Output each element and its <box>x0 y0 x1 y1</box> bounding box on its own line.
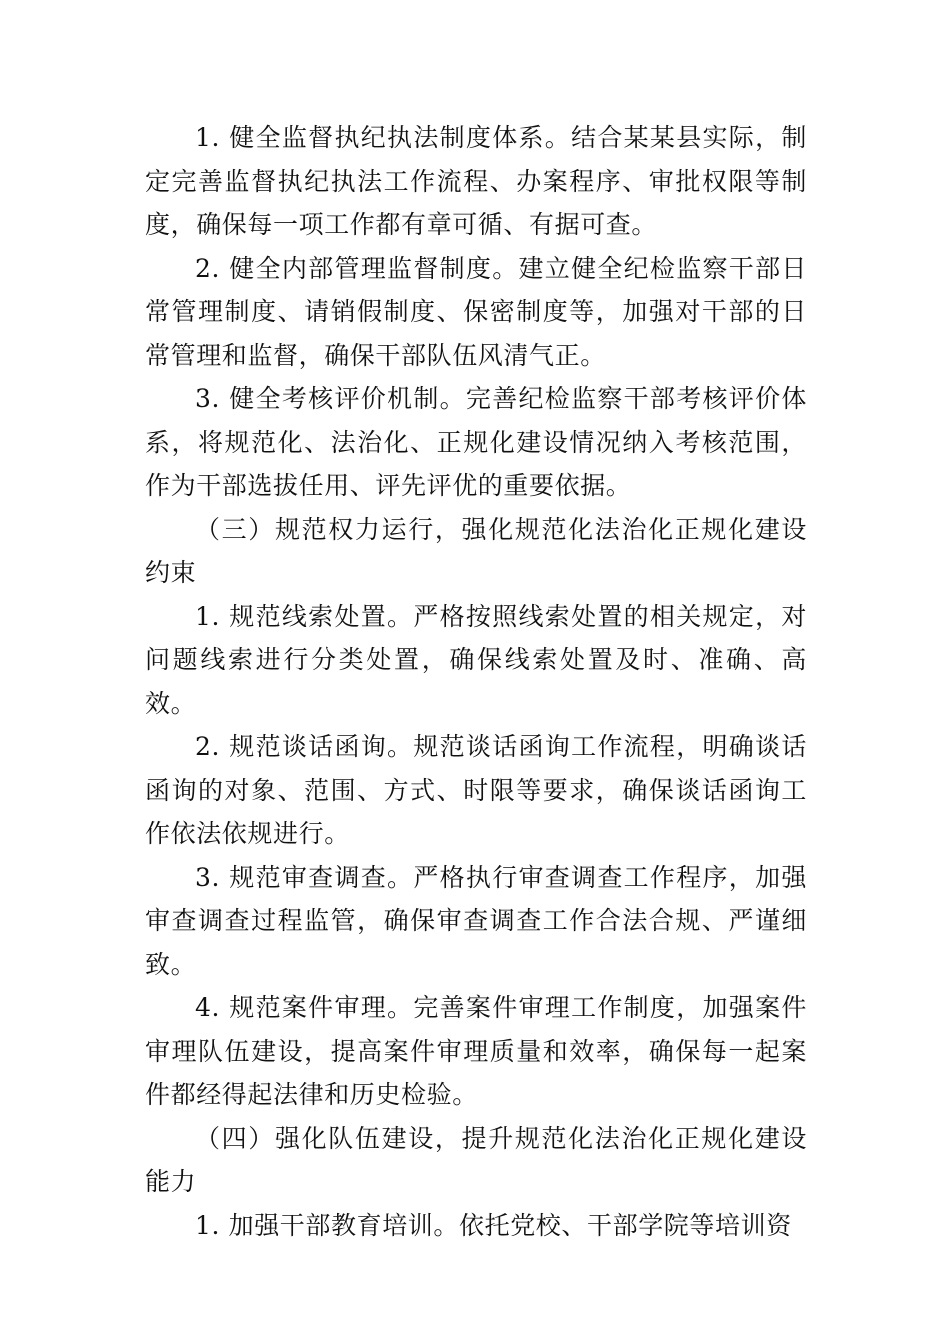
section-heading-team-building: （四）强化队伍建设，提升规范化法治化正规化建设能力 <box>145 1123 807 1196</box>
paragraph-case-trial: 4. 规范案件审理。完善案件审理工作制度，加强案件审理队伍建设，提高案件审理质量和效率，确保每一起案件都经得起法律和历史检验。 <box>145 993 807 1109</box>
paragraph-review-investigation: 3. 规范审查调查。严格执行审查调查工作程序，加强审查调查过程监管，确保审查调查工作合法合规、严谨细致。 <box>145 862 807 979</box>
paragraph-cadre-training: 1. 加强干部教育培训。依托党校、干部学院等培训资 <box>195 1210 792 1240</box>
document-body <box>145 116 807 1247</box>
section-heading-power-operation: （三）规范权力运行，强化规范化法治化正规化建设约束 <box>145 514 807 587</box>
paragraph-clue-disposal: 1. 规范线索处置。严格按照线索处置的相关规定，对问题线索进行分类处置，确保线索处置及时、准确、高效。 <box>145 601 807 718</box>
paragraph-assessment-mechanism: 3. 健全考核评价机制。完善纪检监察干部考核评价体系，将规范化、法治化、正规化建设情况纳入考核范围，作为干部选拔任用、评先评优的重要依据。 <box>145 384 807 500</box>
paragraph-system-building: 1. 健全监督执纪执法制度体系。结合某某县实际，制定完善监督执纪执法工作流程、办案程序、审批权限等制度，确保每一项工作都有章可循、有据可查。 <box>145 123 807 239</box>
paragraph-conversation-inquiry: 2. 规范谈话函询。规范谈话函询工作流程，明确谈话函询的对象、范围、方式、时限等要求，确保谈话函询工作依法依规进行。 <box>145 732 807 848</box>
paragraph-internal-supervision: 2. 健全内部管理监督制度。建立健全纪检监察干部日常管理制度、请销假制度、保密制度等，加强对干部的日常管理和监督，确保干部队伍风清气正。 <box>145 253 807 370</box>
